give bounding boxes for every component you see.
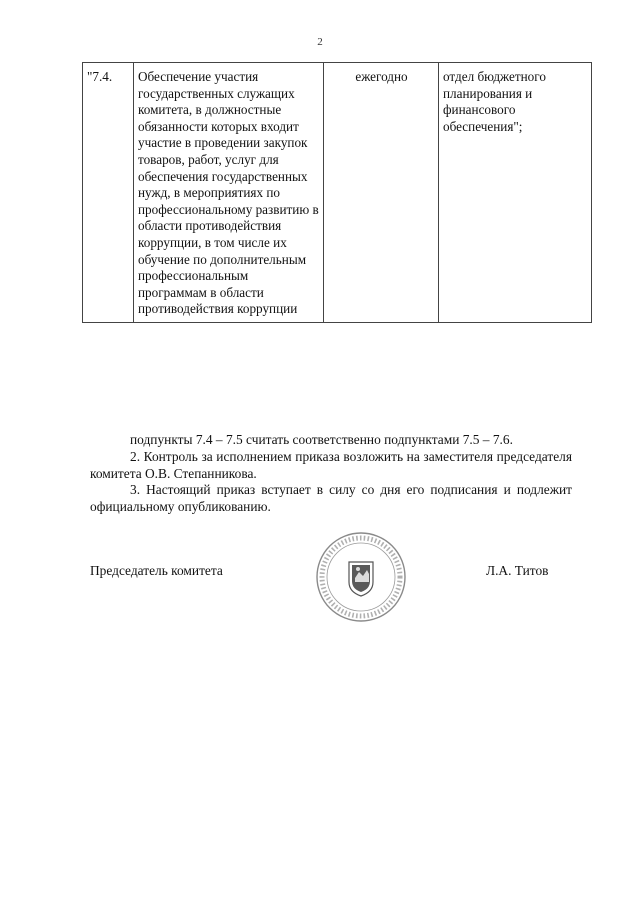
signer-position: Председатель комитета: [90, 563, 223, 578]
item-term-cell: ежегодно: [324, 63, 439, 323]
table-row: [83, 63, 592, 323]
measures-table: [82, 62, 592, 323]
item-responsible-cell: отдел бюджетного планирования и финансового обеспечения";: [439, 63, 592, 323]
paragraph-renumbering: подпункты 7.4 – 7.5 считать соответственно подпунктами 7.5 – 7.6.: [130, 432, 513, 447]
official-seal-icon: [314, 530, 408, 624]
page-number: 2: [317, 36, 323, 48]
paragraph-control: 2. Контроль за исполнением приказа возложить на заместителя председателя комитета О.В. Степанникова.: [90, 449, 572, 481]
signer-name: Л.А. Титов: [486, 563, 549, 578]
item-description-cell: Обеспечение участия государственных служащих комитета, в должностные обязанности которых входит участие в проведении закупок товаров, работ, услуг для обеспечения государственных нужд, в мероприятиях по профессиональному развитию в области противодействия коррупции, в том числе их обучение по дополнительным профессиональным программам в области противодействия коррупции: [134, 63, 324, 323]
item-number-cell: "7.4.: [83, 63, 134, 323]
paragraph-effective-date: 3. Настоящий приказ вступает в силу со дня его подписания и подлежит официальному опубликованию.: [90, 482, 572, 514]
